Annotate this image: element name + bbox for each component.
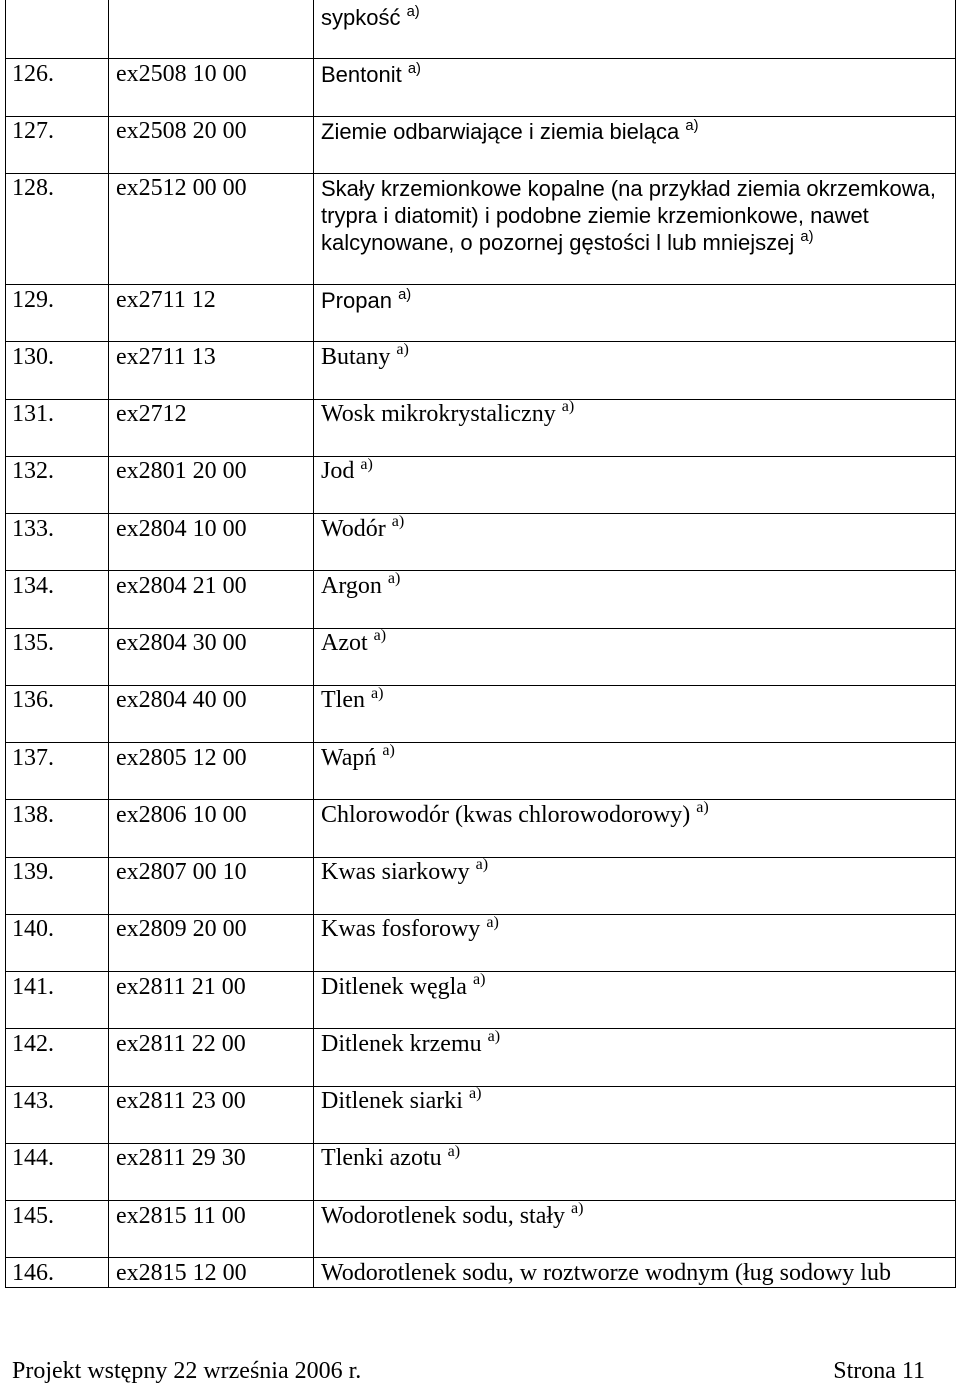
table-row (5, 284, 956, 341)
description-text: kalcynowane, o pozornej gęstości l lub mniejszej (321, 230, 795, 256)
tariff-code: ex2811 23 00 (116, 1088, 246, 1114)
description-text: Azot (321, 630, 368, 656)
table-row (5, 513, 956, 570)
row-number: 126. (12, 60, 54, 87)
table-row (5, 341, 956, 398)
footnote-marker: a) (396, 342, 409, 359)
tariff-code-cell (108, 858, 313, 914)
description-text: Jod (321, 458, 355, 485)
row-number-cell (5, 915, 108, 971)
tariff-code: ex2804 40 00 (116, 687, 247, 714)
description-line (321, 1088, 955, 1115)
row-number-cell (5, 59, 108, 115)
description-line (321, 458, 955, 485)
tariff-code-cell (108, 117, 313, 173)
row-number: 129. (12, 286, 54, 313)
description-line (321, 802, 955, 829)
description-text: Wapń (321, 744, 377, 771)
description-cell (313, 686, 956, 742)
description-cell (313, 457, 956, 513)
row-number: 140. (12, 916, 54, 943)
tariff-code: ex2711 12 (116, 286, 216, 313)
description-cell (313, 342, 956, 398)
description-text: Ditlenek siarki (321, 1088, 463, 1114)
tariff-code-cell (108, 0, 313, 58)
description-line (321, 516, 955, 543)
table-row (5, 173, 956, 284)
table-row (5, 399, 956, 456)
description-text: Ziemie odbarwiające i ziemia bieląca (321, 119, 680, 144)
row-number-cell (5, 1087, 108, 1143)
footnote-marker: a) (487, 1029, 501, 1046)
row-number: 130. (12, 343, 54, 370)
footnote-marker: a) (561, 399, 575, 416)
row-number-cell (5, 571, 108, 627)
description-line (321, 687, 955, 714)
footnote-marker: a) (370, 685, 384, 702)
description-text: Wosk mikrokrystaliczny (321, 401, 556, 427)
description-cell (313, 1144, 956, 1200)
table-row (5, 1257, 956, 1287)
table-row (5, 628, 956, 685)
footnote-marker: a) (391, 514, 405, 530)
row-number-cell (5, 514, 108, 570)
row-number: 145. (12, 1202, 54, 1229)
row-number-cell (5, 1144, 108, 1200)
tariff-code: ex2804 10 00 (116, 515, 247, 542)
row-number: 132. (12, 458, 54, 485)
footnote-marker: a) (475, 857, 489, 874)
description-cell (313, 59, 956, 115)
tariff-code-cell (108, 1144, 313, 1200)
description-cell (313, 858, 956, 914)
tariff-code-cell (108, 59, 313, 115)
description-text: Tlen (321, 687, 365, 714)
description-cell (313, 915, 956, 971)
table-row (5, 1028, 956, 1085)
tariff-code-cell (108, 1087, 313, 1143)
description-cell (313, 571, 956, 627)
description-line (321, 1031, 955, 1058)
description-line (321, 344, 955, 371)
description-cell (313, 0, 956, 58)
tariff-code: ex2804 21 00 (116, 572, 247, 599)
description-text: Tlenki azotu (321, 1145, 442, 1172)
row-number-cell (5, 858, 108, 914)
row-number: 142. (12, 1030, 54, 1057)
row-number: 139. (12, 859, 54, 885)
footnote-marker: a) (360, 456, 373, 473)
row-number-cell (5, 457, 108, 513)
description-text: Ditlenek krzemu (321, 1030, 482, 1057)
tariff-code: ex2801 20 00 (116, 458, 247, 485)
footnote-marker: a) (382, 743, 395, 759)
row-number: 133. (12, 515, 54, 542)
description-line (321, 287, 955, 314)
table-row (5, 0, 956, 58)
tariff-code: ex2806 10 00 (116, 801, 247, 828)
tariff-code-cell (108, 514, 313, 570)
row-number: 137. (12, 744, 54, 771)
row-number-cell (5, 342, 108, 398)
description-line (321, 630, 955, 657)
tariff-code-cell (108, 915, 313, 971)
tariff-code-cell (108, 800, 313, 856)
footer-page-number: Strona 11 (833, 1358, 925, 1384)
tariff-code: ex2815 11 00 (116, 1202, 246, 1229)
tariff-code-cell (108, 174, 313, 284)
footnote-marker: a) (571, 1201, 584, 1217)
table-row (5, 857, 956, 914)
tariff-code-cell (108, 400, 313, 456)
description-line (321, 4, 955, 31)
tariff-code: ex2508 20 00 (116, 118, 247, 144)
tariff-code-cell (108, 285, 313, 341)
tariff-code: ex2508 10 00 (116, 60, 247, 87)
footnote-marker: a) (373, 628, 387, 645)
tariff-code: ex2807 00 10 (116, 859, 247, 885)
tariff-code: ex2815 12 00 (116, 1259, 247, 1286)
tariff-code-cell (108, 1201, 313, 1257)
tariff-code-cell (108, 1029, 313, 1085)
row-number: 128. (12, 175, 54, 202)
table-row (5, 1086, 956, 1143)
footnote-marker: a) (387, 571, 401, 588)
row-number: 131. (12, 401, 54, 427)
row-number-cell (5, 743, 108, 799)
tariff-code: ex2809 20 00 (116, 916, 247, 943)
footnote-marker: a) (472, 972, 486, 988)
description-cell (313, 800, 956, 856)
footnote-marker: a) (486, 914, 499, 931)
table-row (5, 685, 956, 742)
row-number-cell (5, 686, 108, 742)
tariff-code-cell (108, 743, 313, 799)
description-line (321, 974, 955, 1001)
footnote-marker: a) (685, 118, 699, 135)
table-row (5, 914, 956, 971)
tariff-code-cell (108, 1258, 313, 1287)
description-cell (313, 972, 956, 1028)
row-number-cell (5, 0, 108, 58)
description-cell (313, 514, 956, 570)
table-row (5, 971, 956, 1028)
description-line (321, 745, 955, 772)
description-text: Bentonit (321, 61, 402, 87)
description-line (321, 1203, 955, 1230)
footnote-marker: a) (406, 3, 420, 20)
description-line (321, 401, 955, 428)
description-cell (313, 285, 956, 341)
description-cell (313, 400, 956, 456)
tariff-code-cell (108, 972, 313, 1028)
row-number-cell (5, 1029, 108, 1085)
description-text: Butany (321, 343, 391, 370)
description-cell (313, 1029, 956, 1085)
tariff-code: ex2811 29 30 (116, 1145, 246, 1172)
row-number: 134. (12, 572, 54, 599)
tariff-code-cell (108, 342, 313, 398)
table-row (5, 1200, 956, 1257)
tariff-code: ex2811 21 00 (116, 973, 246, 1000)
row-number-cell (5, 174, 108, 284)
tariff-code: ex2712 (116, 401, 187, 427)
row-number: 141. (12, 973, 54, 1000)
description-cell (313, 1087, 956, 1143)
description-text: Kwas fosforowy (321, 916, 481, 943)
description-text: Propan (321, 287, 392, 313)
description-text: sypkość (321, 4, 401, 30)
description-line (321, 916, 955, 943)
description-cell (313, 174, 956, 284)
footnote-marker: a) (447, 1143, 461, 1160)
tariff-code: ex2512 00 00 (116, 175, 247, 202)
description-line (321, 118, 955, 145)
description-text: Chlorowodór (kwas chlorowodorowy) (321, 801, 691, 828)
footer-project-date: Projekt wstępny 22 września 2006 r. (12, 1358, 362, 1384)
footnote-marker: a) (398, 286, 412, 303)
row-number-cell (5, 629, 108, 685)
table-row (5, 456, 956, 513)
tariff-code: ex2811 22 00 (116, 1030, 246, 1057)
footnote-marker: a) (696, 800, 709, 817)
row-number: 136. (12, 687, 54, 714)
tariff-code-cell (108, 629, 313, 685)
row-number-cell (5, 800, 108, 856)
description-text: Wodór (321, 515, 386, 542)
row-number: 146. (12, 1259, 54, 1286)
row-number: 138. (12, 801, 54, 828)
description-line (321, 202, 955, 229)
row-number-cell (5, 285, 108, 341)
description-line (321, 61, 955, 88)
description-text: Skały krzemionkowe kopalne (na przykład ziemia okrzemkowa, (321, 176, 937, 202)
description-text: Ditlenek węgla (321, 973, 467, 1000)
tariff-code-cell (108, 686, 313, 742)
description-cell (313, 1201, 956, 1257)
table-row (5, 799, 956, 856)
tariff-code-cell (108, 571, 313, 627)
data-table (5, 0, 956, 1288)
tariff-code-cell (108, 457, 313, 513)
tariff-code: ex2804 30 00 (116, 630, 247, 656)
description-line (321, 859, 955, 886)
row-number: 144. (12, 1145, 54, 1172)
description-text: Argon (321, 572, 382, 599)
row-number: 135. (12, 630, 54, 656)
footnote-marker: a) (407, 60, 421, 77)
table-row (5, 116, 956, 173)
description-text: trypra i diatomit) i podobne ziemie krzemionkowe, nawet (321, 203, 869, 229)
row-number: 127. (12, 118, 54, 144)
description-line (321, 1145, 955, 1172)
table-row (5, 1143, 956, 1200)
tariff-code: ex2711 13 (116, 343, 216, 370)
description-cell (313, 117, 956, 173)
description-line (321, 1260, 955, 1287)
description-text: Wodorotlenek sodu, stały (321, 1202, 566, 1229)
tariff-code: ex2805 12 00 (116, 744, 247, 771)
table-row (5, 570, 956, 627)
footnote-marker: a) (800, 229, 814, 246)
description-line (321, 175, 955, 202)
description-text: Wodorotlenek sodu, w roztworze wodnym (ług sodowy lub (321, 1259, 891, 1286)
table-row (5, 58, 956, 115)
row-number-cell (5, 972, 108, 1028)
description-line (321, 573, 955, 600)
row-number-cell (5, 117, 108, 173)
row-number: 143. (12, 1088, 54, 1114)
description-cell (313, 743, 956, 799)
description-line (321, 229, 955, 256)
row-number-cell (5, 400, 108, 456)
row-number-cell (5, 1258, 108, 1287)
footnote-marker: a) (468, 1086, 482, 1103)
description-cell (313, 1258, 956, 1287)
description-text: Kwas siarkowy (321, 859, 470, 885)
description-cell (313, 629, 956, 685)
row-number-cell (5, 1201, 108, 1257)
table-row (5, 742, 956, 799)
